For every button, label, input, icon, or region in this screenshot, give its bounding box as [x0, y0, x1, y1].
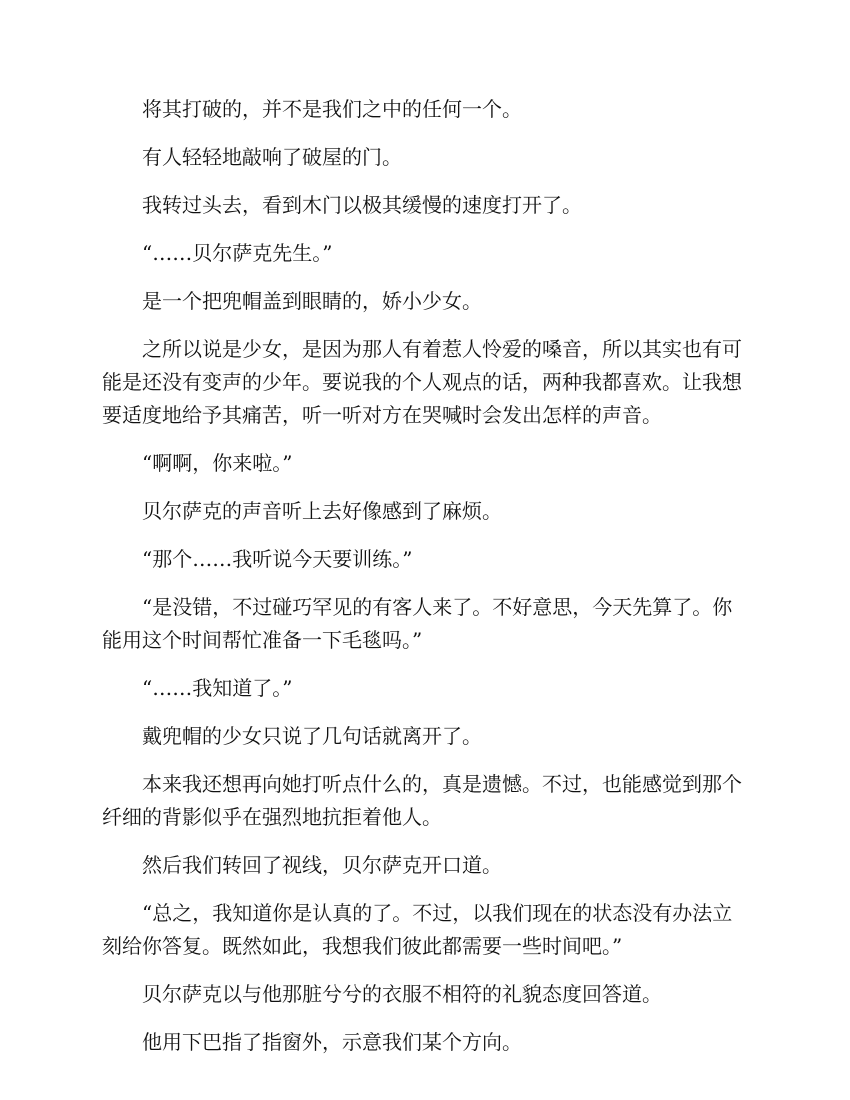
- paragraph: 然后我们转回了视线，贝尔萨克开口道。: [142, 853, 502, 877]
- paragraph: 是一个把兜帽盖到眼睛的，娇小少女。: [142, 289, 482, 313]
- paragraph: 贝尔萨克以与他那脏兮兮的衣服不相符的礼貌态度回答道。: [142, 982, 662, 1006]
- paragraph: “……我知道了。”: [142, 676, 293, 700]
- paragraph: 将其打破的，并不是我们之中的任何一个。: [142, 97, 522, 121]
- text-body: [102, 93, 748, 1074]
- paragraph: 我转过头去，看到木门以极其缓慢的速度打开了。: [142, 193, 582, 217]
- paragraph: 之所以说是少女，是因为那人有着惹人怜爱的嗓音，所以其实也有可能是还没有变声的少年。要说我的个人观点的话，两种我都喜欢。让我想要适度地给予其痛苦，听一听对方在哭喊时会发出怎样的声音。: [102, 337, 742, 427]
- paragraph: “……贝尔萨克先生。”: [142, 241, 333, 265]
- paragraph: 有人轻轻地敲响了破屋的门。: [142, 145, 402, 169]
- paragraph: “那个……我听说今天要训练。”: [142, 547, 413, 571]
- paragraph: “是没错，不过碰巧罕见的有客人来了。不好意思，今天先算了。你能用这个时间帮忙准备一下毛毯吗。”: [102, 595, 733, 652]
- paragraph: “总之，我知道你是认真的了。不过，以我们现在的状态没有办法立刻给你答复。既然如此，我想我们彼此都需要一些时间吧。”: [102, 901, 733, 958]
- paragraph: 贝尔萨克的声音听上去好像感到了麻烦。: [142, 499, 502, 523]
- paragraph: “啊啊，你来啦。”: [142, 451, 293, 475]
- paragraph: 本来我还想再向她打听点什么的，真是遗憾。不过，也能感觉到那个纤细的背影似乎在强烈地抗拒着他人。: [102, 772, 742, 829]
- paragraph: 戴兜帽的少女只说了几句话就离开了。: [142, 724, 482, 748]
- paragraph: 他用下巴指了指窗外，示意我们某个方向。: [142, 1030, 522, 1054]
